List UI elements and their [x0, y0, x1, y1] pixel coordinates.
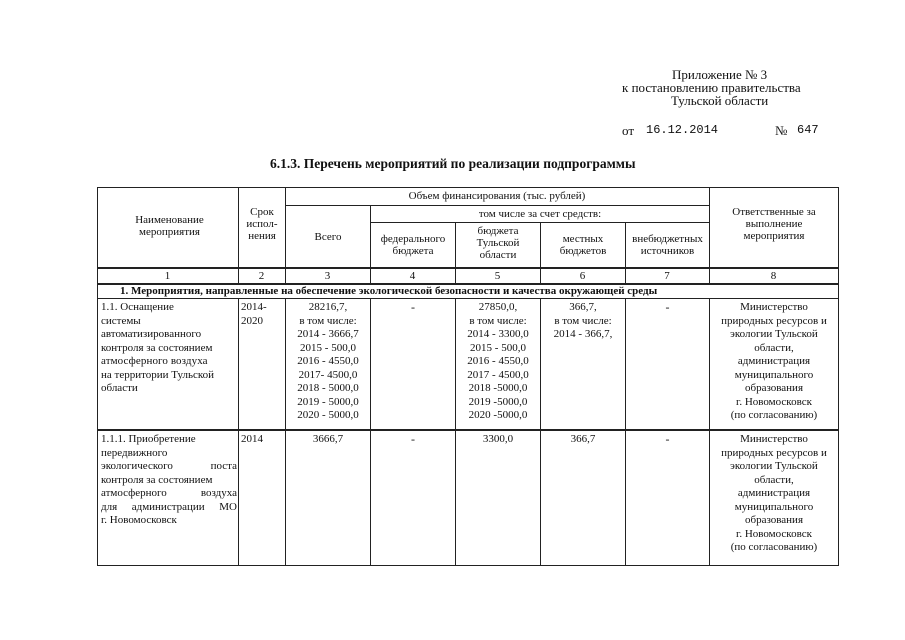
- col-number: 1: [164, 270, 171, 282]
- row-federal: -: [411, 300, 415, 314]
- col-number: 4: [409, 270, 416, 282]
- row-responsible: Министерство природных ресурсов и экологии Тульской области, администрация муниципального образования г. Новомосковск (по согласованию): [721, 301, 827, 421]
- header-including: том числе за счет средств:: [478, 208, 602, 220]
- page-title: 6.1.3. Перечень мероприятий по реализации подпрограммы: [270, 156, 636, 171]
- appendix-line-1: Приложение № 3: [672, 67, 768, 82]
- row-regional: 27850,0, в том числе: 2014 - 3300,0 2015 - 500,0 2016 - 4550,0 2017 - 4500,0 2018 -5000,0 2019 -5000,0 2020 -5000,0: [467, 301, 529, 421]
- col-number: 6: [579, 270, 586, 282]
- row-total: 28216,7, в том числе: 2014 - 3666,7 2015 - 500,0 2016 - 4550,0 2017- 4500,0 2018 - 5000,0 2019 - 5000,0 2020 - 5000,0: [297, 301, 359, 421]
- header-federal: федерального бюджета: [380, 233, 446, 257]
- row-name: 1.1. Оснащение системы автоматизированного контроля за состоянием атмосферного воздуха на территории Тульской области: [101, 301, 215, 394]
- header-responsible: Ответственные за выполнение мероприятия: [732, 206, 816, 242]
- appendix-line-3: Тульской области: [671, 93, 769, 108]
- header-extra: внебюджетных источников: [632, 233, 703, 257]
- row-term: 2014: [241, 433, 263, 445]
- row-term: 2014- 2020: [241, 301, 267, 327]
- resolution-number: 647: [797, 123, 819, 137]
- row-extra: -: [665, 432, 670, 446]
- header-financing: Объем финансирования (тыс. рублей): [408, 190, 586, 202]
- row-regional: 3300,0: [482, 433, 514, 445]
- row-local: 366,7: [570, 433, 596, 445]
- header-term: Срок испол- нения: [246, 206, 278, 242]
- col-number: 7: [664, 270, 670, 282]
- section-heading: 1. Мероприятия, направленные на обеспечение экологической безопасности и качества окружающей среды: [120, 285, 658, 297]
- row-responsible: Министерство природных ресурсов и экологии Тульской области, администрация муниципального образования г. Новомосковск (по согласованию): [721, 433, 827, 553]
- row-total: 3666,7: [312, 433, 344, 445]
- col-number: 2: [258, 270, 265, 282]
- date-prefix: от: [622, 123, 635, 138]
- row-name: 1.1.1. Приобретение передвижного экологического поста контроля за состоянием атмосферного воздуха для администрации МО г. Новомосковск: [101, 433, 237, 526]
- header-total: Всего: [314, 231, 342, 243]
- row-federal: -: [411, 432, 415, 446]
- col-number: 3: [324, 270, 331, 282]
- number-prefix: №: [775, 123, 788, 138]
- header-regional: бюджета Тульской области: [476, 225, 520, 261]
- header-name: Наименование мероприятия: [135, 214, 204, 238]
- col-number: 8: [770, 270, 777, 282]
- row-extra: -: [665, 300, 670, 314]
- resolution-date: 16.12.2014: [646, 123, 719, 137]
- row-local: 366,7, в том числе: 2014 - 366,7,: [553, 301, 613, 340]
- header-local: местных бюджетов: [559, 233, 607, 257]
- col-number: 5: [494, 270, 501, 282]
- appendix-line-2: к постановлению правительства: [622, 80, 801, 95]
